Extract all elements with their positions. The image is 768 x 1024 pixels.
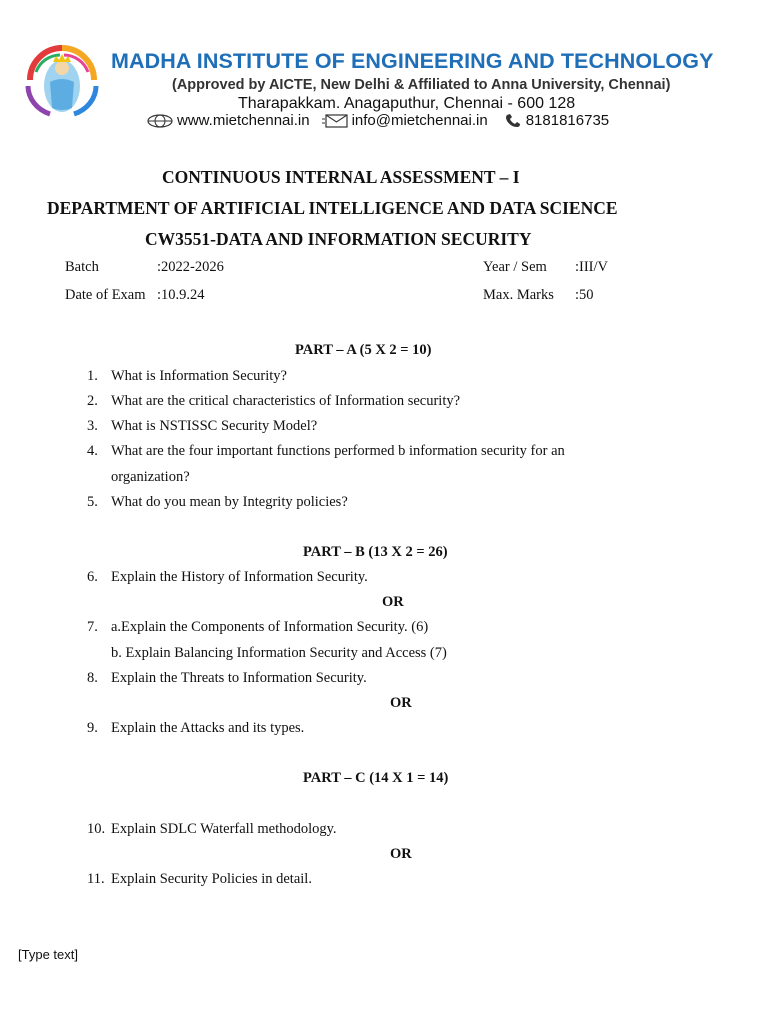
question-item (0, 619, 768, 665)
question-text-continued: organization? (111, 469, 190, 485)
question-text: What are the critical characteristics of Information security? (111, 393, 461, 409)
college-emblem-logo (20, 42, 104, 118)
exam-date-value: :10.9.24 (157, 287, 205, 303)
question-item (0, 569, 768, 589)
part-c-heading: PART – C (14 X 1 = 14) (303, 770, 449, 786)
exam-title: CONTINUOUS INTERNAL ASSESSMENT – I (162, 167, 520, 187)
question-number: 8. (87, 670, 98, 686)
question-number: 9. (87, 720, 98, 736)
contact-row (147, 112, 609, 129)
max-marks-label: Max. Marks (483, 287, 554, 303)
question-number: 1. (87, 368, 98, 384)
batch-value: :2022-2026 (157, 259, 224, 275)
question-text: Explain the Threats to Information Security. (111, 670, 367, 686)
question-number: 6. (87, 569, 98, 585)
question-item (0, 368, 768, 388)
course-title: CW3551-DATA AND INFORMATION SECURITY (145, 229, 532, 249)
batch-label: Batch (65, 259, 99, 275)
question-text: Explain the History of Information Security. (111, 569, 368, 585)
question-number: 10. (87, 821, 106, 837)
question-text: a.Explain the Components of Information Security. (6) (111, 619, 429, 635)
question-number: 7. (87, 619, 98, 635)
exam-date-label: Date of Exam (65, 287, 146, 303)
phone-icon (504, 114, 522, 128)
question-number: 4. (87, 443, 98, 459)
part-a-heading: PART – A (5 X 2 = 10) (295, 342, 432, 358)
question-item (0, 494, 768, 514)
question-item (0, 821, 768, 841)
department-title: DEPARTMENT OF ARTIFICIAL INTELLIGENCE AND DATA SCIENCE (47, 198, 618, 218)
year-sem-label: Year / Sem (483, 259, 547, 275)
footer-placeholder[interactable]: [Type text] (18, 947, 78, 962)
or-separator: OR (390, 695, 412, 711)
year-sem-value: :III/V (575, 259, 609, 275)
or-separator: OR (390, 846, 412, 862)
question-text: What are the four important functions performed b information security for an (111, 443, 565, 459)
question-text: What do you mean by Integrity policies? (111, 494, 348, 510)
institution-address: Tharapakkam. Anagaputhur, Chennai - 600 128 (238, 95, 576, 112)
question-text: Explain SDLC Waterfall methodology. (111, 821, 337, 837)
institution-name: MADHA INSTITUTE OF ENGINEERING AND TECHNOLOGY (111, 49, 714, 73)
question-number: 3. (87, 418, 98, 434)
phone-number: 8181816735 (525, 112, 610, 129)
max-marks-value: :50 (575, 287, 594, 303)
question-item (0, 871, 768, 891)
question-item (0, 418, 768, 438)
question-text: What is Information Security? (111, 368, 287, 384)
globe-icon (147, 114, 173, 128)
question-number: 2. (87, 393, 98, 409)
email-link[interactable]: info@mietchennai.in (351, 112, 488, 129)
envelope-icon (322, 114, 348, 128)
website-link[interactable]: www.mietchennai.in (177, 112, 310, 129)
or-separator: OR (382, 594, 404, 610)
part-b-heading: PART – B (13 X 2 = 26) (303, 544, 448, 560)
question-number: 11. (87, 871, 105, 887)
question-text: What is NSTISSC Security Model? (111, 418, 318, 434)
question-text: Explain Security Policies in detail. (111, 871, 312, 887)
institution-approval: (Approved by AICTE, New Delhi & Affiliated to Anna University, Chennai) (172, 77, 671, 93)
question-item (0, 443, 768, 489)
question-text-continued: b. Explain Balancing Information Security and Access (7) (111, 645, 447, 661)
question-text: Explain the Attacks and its types. (111, 720, 305, 736)
question-number: 5. (87, 494, 98, 510)
question-item (0, 720, 768, 740)
question-item (0, 393, 768, 413)
question-item (0, 670, 768, 690)
